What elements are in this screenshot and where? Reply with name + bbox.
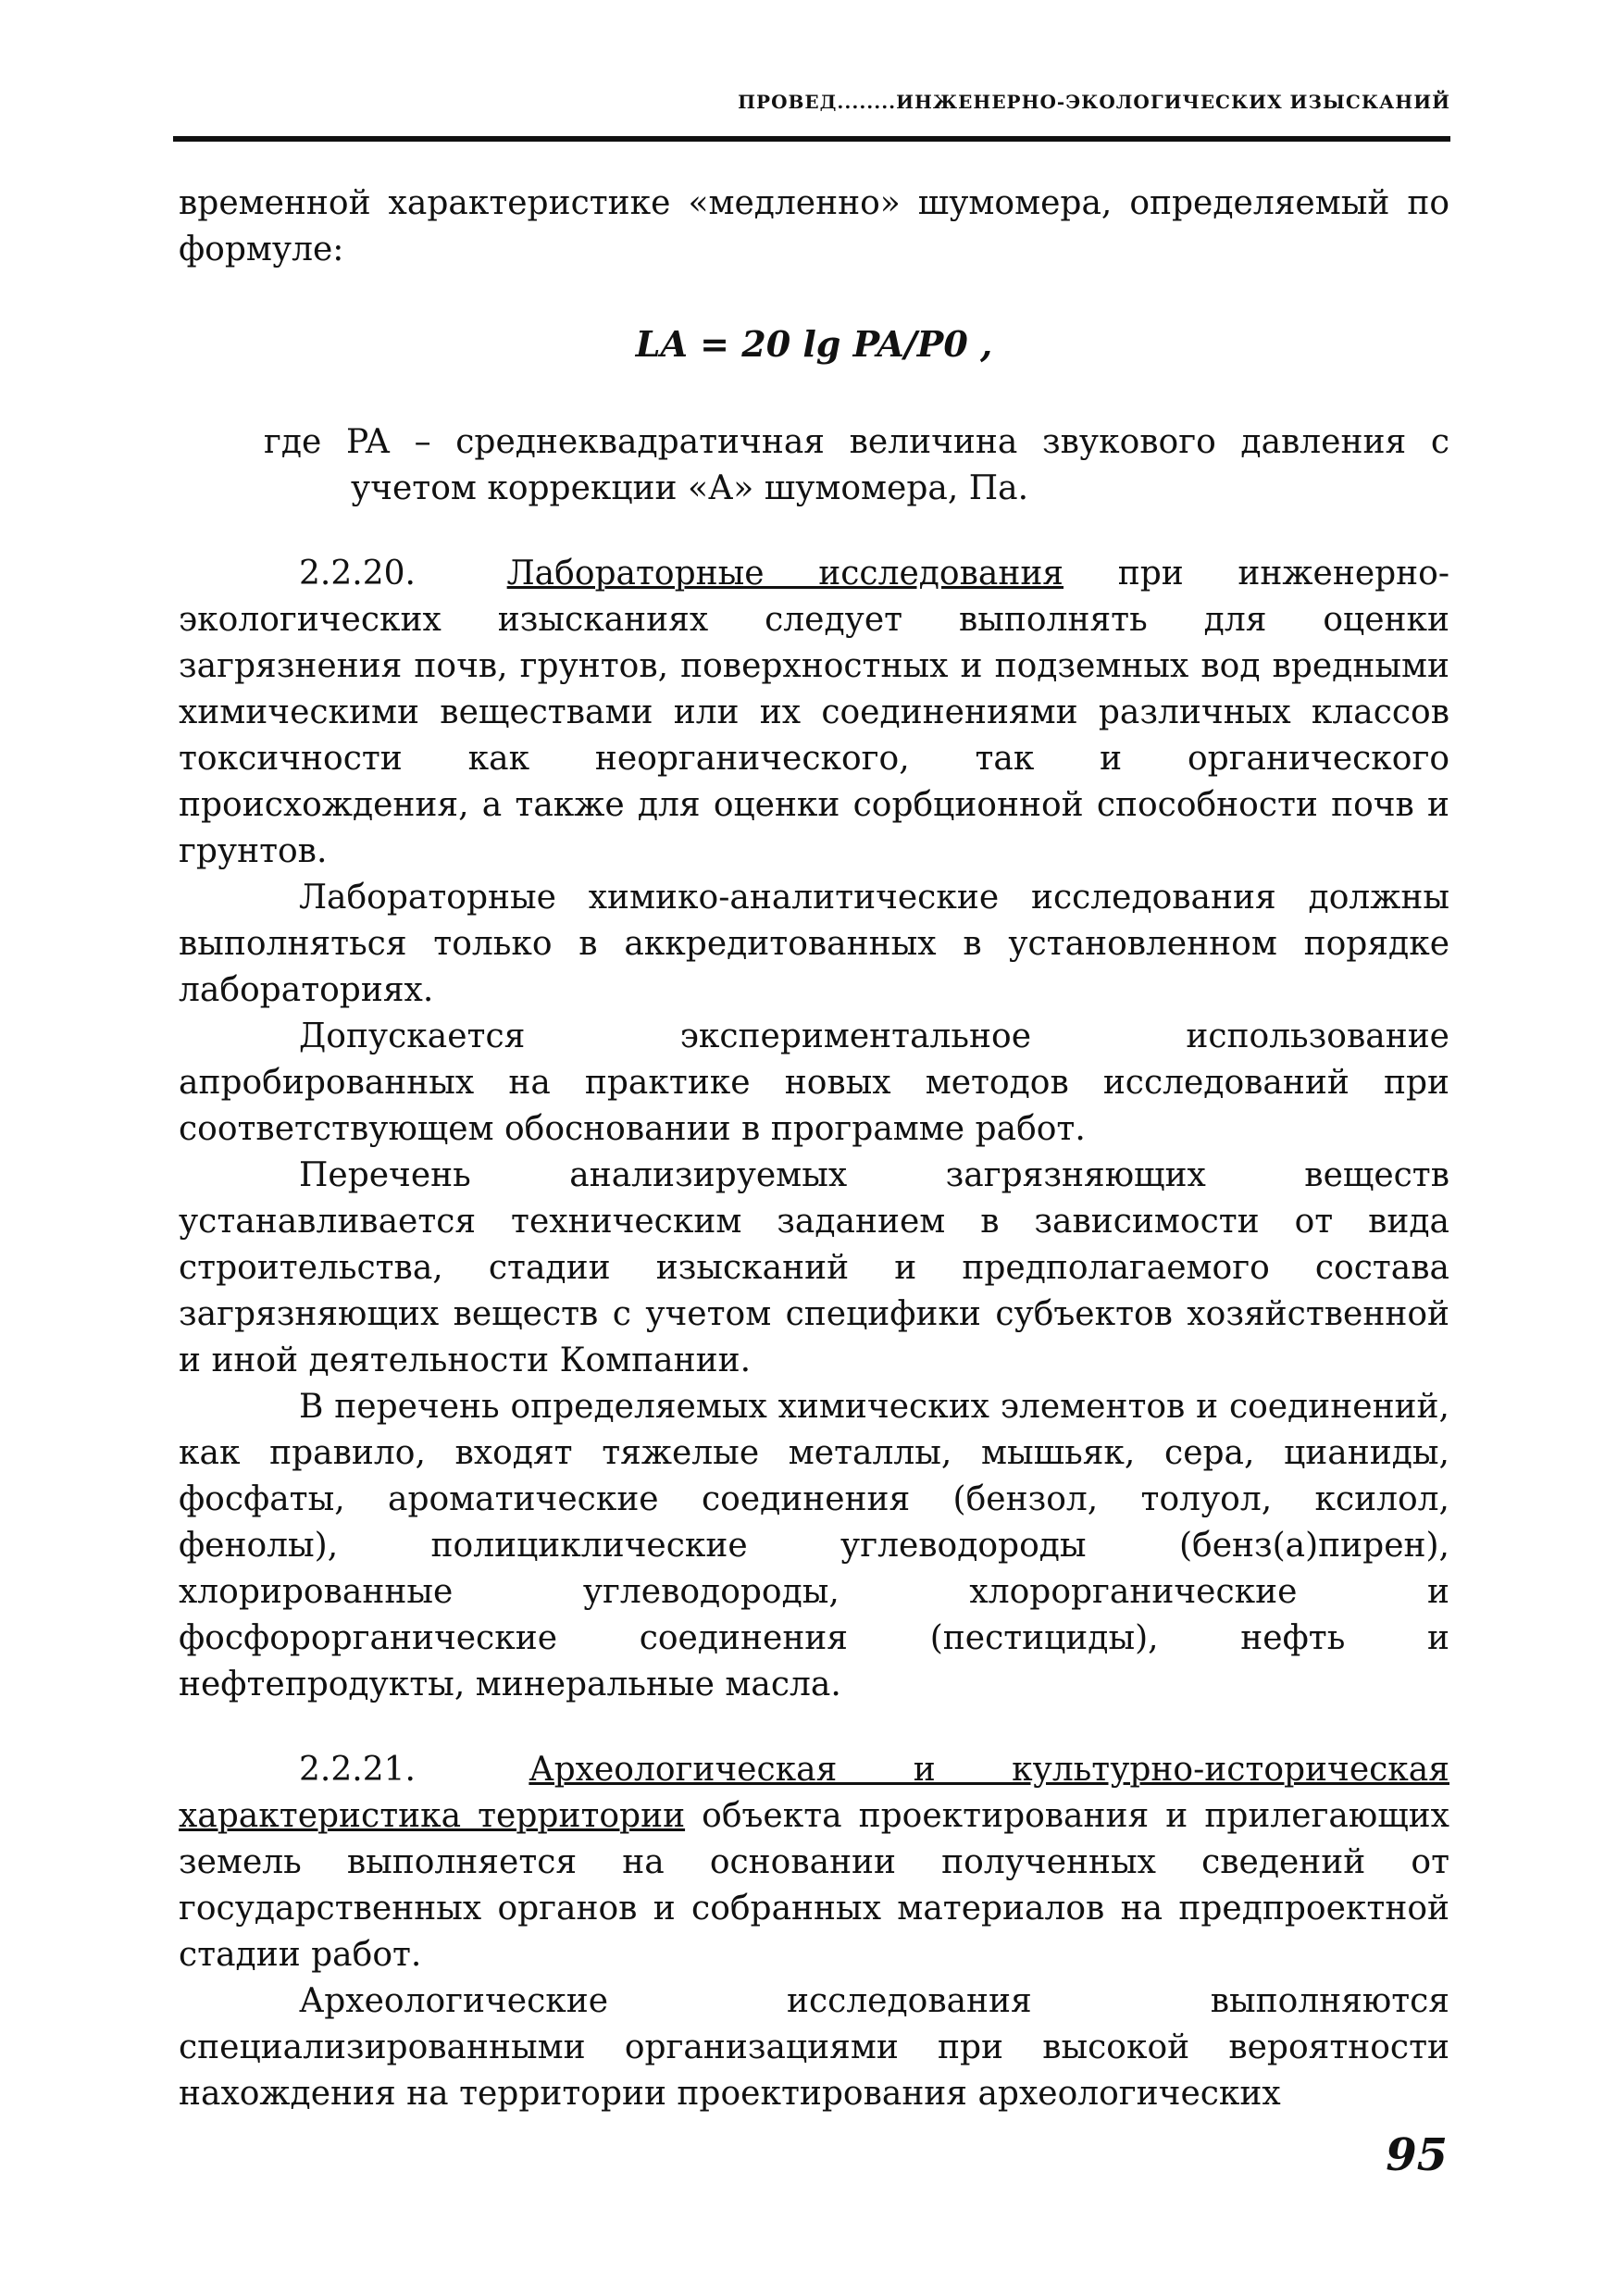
running-header: ПРОВЕД........ИНЖЕНЕРНО-ЭКОЛОГИЧЕСКИХ ИЗЫСКАНИЙ <box>738 91 1450 113</box>
section-title: Археологическая и культурно-историческая характеристика территории <box>179 1751 1449 1835</box>
section-title: Лабораторные исследования <box>506 555 1064 593</box>
section-text: при инженерно-экологических изысканиях следует выполнять для оценки загрязнения почв, грунтов, поверхностных и подземных вод вредными химическими веществами или их соединениями различных классов токсичности как неорганического, так и органического происхождения, а также для оценки сорбционной способности почв и грунтов. <box>179 555 1450 870</box>
section-number: 2.2.20. <box>299 555 416 593</box>
section-2-2-20 <box>179 551 1449 875</box>
section-2-2-21 <box>179 1747 1449 1978</box>
spacer <box>179 1708 1449 1747</box>
paragraph-elements: В перечень определяемых химических элементов и соединений, как правило, входят тяжелые металлы, мышьяк, сера, цианиды, фосфаты, ароматические соединения (бензол, толуол, ксилол, фенолы), полициклические углеводороды (бенз(а)пирен), хлорированные углеводороды, хлорорганические и фосфорорганические соединения (пестициды), нефть и нефтепродукты, минеральные масла. <box>179 1388 1449 1703</box>
spacer <box>179 512 1449 551</box>
section-text: объекта проектирования и прилегающих земель выполняется на основании полученных сведений от государственных органов и собранных материалов на предпроектной стадии работ. <box>179 1797 1449 1974</box>
page-body <box>179 181 1449 2117</box>
paragraph-arch: Археологические исследования выполняются специализированными организациями при высокой вероятности нахождения на территории проектирования археологических <box>179 1982 1449 2113</box>
paragraph-intro: временной характеристике «медленно» шумомера, определяемый по формуле: <box>179 184 1449 268</box>
header-divider <box>173 136 1450 142</box>
formula: LA = 20 lg PA/P0 , <box>635 323 993 365</box>
paragraph-dop: Допускается экспериментальное использование апробированных на практике новых методов исследований при соответствующем обосновании в программе работ. <box>179 1017 1449 1148</box>
paragraph-lab: Лабораторные химико-аналитические исследования должны выполняться только в аккредитованных в установленном порядке лабораториях. <box>179 879 1449 1009</box>
page-number: 95 <box>1386 2129 1448 2181</box>
paragraph-perechen: Перечень анализируемых загрязняющих веществ устанавливается техническим заданием в зависимости от вида строительства, стадии изысканий и предполагаемого состава загрязняющих веществ с учетом специфики субъектов хозяйственной и иной деятельности Компании. <box>179 1156 1449 1379</box>
formula-legend: где PA – среднеквадратичная величина звукового давления с учетом коррекции «А» шумомера, Па. <box>264 423 1449 507</box>
section-number: 2.2.21. <box>299 1751 416 1789</box>
